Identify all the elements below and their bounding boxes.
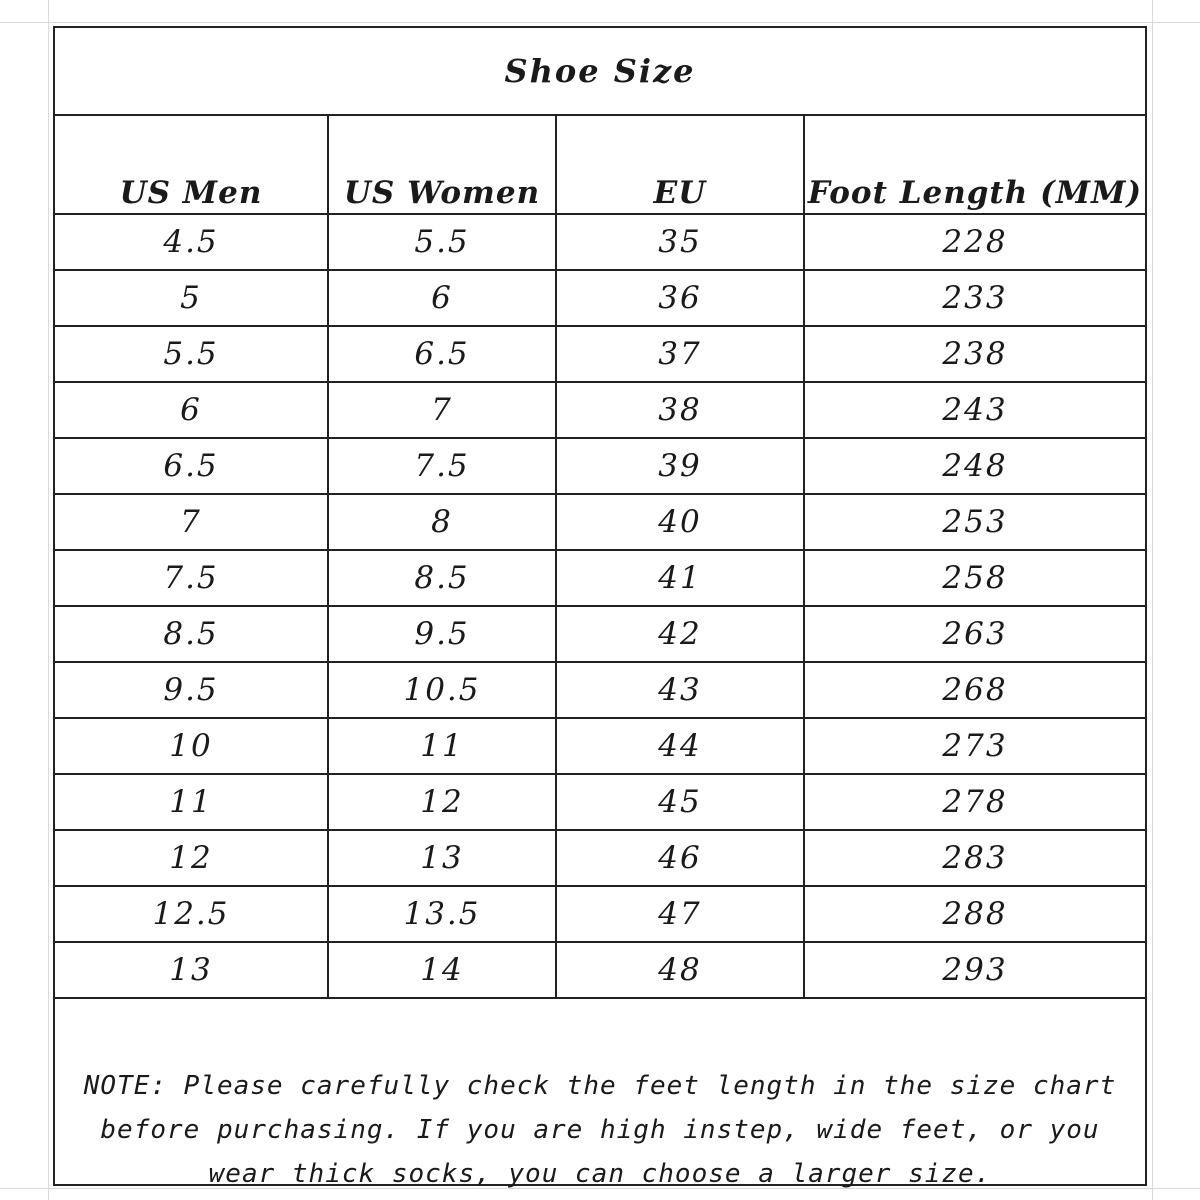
table-row	[55, 718, 1145, 774]
cell-us-women: 14	[328, 942, 556, 998]
gridline	[1152, 0, 1153, 1200]
size-rows	[55, 214, 1145, 998]
table-row	[55, 326, 1145, 382]
header-foot-length: Foot Length (MM)	[804, 116, 1145, 214]
table-row	[55, 214, 1145, 270]
cell-us-women: 12	[328, 774, 556, 830]
cell-us-women: 13	[328, 830, 556, 886]
table-row	[55, 382, 1145, 438]
table-row	[55, 774, 1145, 830]
cell-us-women: 8.5	[328, 550, 556, 606]
cell-us-women: 6	[328, 270, 556, 326]
header-row	[55, 116, 1145, 214]
cell-eu: 40	[556, 494, 804, 550]
cell-eu: 37	[556, 326, 804, 382]
cell-foot-length: 263	[804, 606, 1145, 662]
cell-foot-length: 243	[804, 382, 1145, 438]
cell-us-women: 11	[328, 718, 556, 774]
table-row	[55, 438, 1145, 494]
cell-eu: 46	[556, 830, 804, 886]
cell-foot-length: 268	[804, 662, 1145, 718]
cell-us-men: 12	[55, 830, 328, 886]
cell-us-men: 6	[55, 382, 328, 438]
cell-us-men: 7	[55, 494, 328, 550]
cell-foot-length: 273	[804, 718, 1145, 774]
cell-us-men: 5.5	[55, 326, 328, 382]
note	[55, 1064, 1145, 1196]
cell-foot-length: 253	[804, 494, 1145, 550]
size-table	[55, 116, 1145, 999]
cell-eu: 47	[556, 886, 804, 942]
note-line: before purchasing. If you are high instep, wide feet, or you	[100, 1115, 1100, 1145]
cell-foot-length: 228	[804, 214, 1145, 270]
cell-us-women: 10.5	[328, 662, 556, 718]
cell-us-women: 7	[328, 382, 556, 438]
cell-eu: 41	[556, 550, 804, 606]
cell-eu: 35	[556, 214, 804, 270]
chart-title: Shoe Size	[504, 52, 696, 90]
cell-us-women: 6.5	[328, 326, 556, 382]
cell-us-men: 10	[55, 718, 328, 774]
cell-us-men: 4.5	[55, 214, 328, 270]
gridline	[48, 0, 49, 1200]
table-row	[55, 606, 1145, 662]
table-row	[55, 270, 1145, 326]
table-row	[55, 550, 1145, 606]
title-row	[55, 28, 1145, 116]
cell-eu: 39	[556, 438, 804, 494]
table-row	[55, 662, 1145, 718]
header-us-women: US Women	[328, 116, 556, 214]
gridline	[0, 22, 1200, 23]
size-chart-sheet	[53, 26, 1147, 1189]
cell-foot-length: 283	[804, 830, 1145, 886]
cell-us-women: 5.5	[328, 214, 556, 270]
cell-us-women: 9.5	[328, 606, 556, 662]
cell-foot-length: 238	[804, 326, 1145, 382]
note-line: NOTE: Please carefully check the feet length in the size chart	[83, 1071, 1117, 1101]
cell-us-men: 5	[55, 270, 328, 326]
table-row	[55, 942, 1145, 998]
table-row	[55, 830, 1145, 886]
cell-us-men: 8.5	[55, 606, 328, 662]
cell-eu: 48	[556, 942, 804, 998]
cell-eu: 43	[556, 662, 804, 718]
cell-eu: 38	[556, 382, 804, 438]
table-row	[55, 494, 1145, 550]
header-eu: EU	[556, 116, 804, 214]
cell-us-men: 6.5	[55, 438, 328, 494]
cell-us-women: 13.5	[328, 886, 556, 942]
cell-us-men: 9.5	[55, 662, 328, 718]
cell-foot-length: 288	[804, 886, 1145, 942]
cell-us-men: 7.5	[55, 550, 328, 606]
cell-us-women: 8	[328, 494, 556, 550]
table-row	[55, 886, 1145, 942]
cell-eu: 42	[556, 606, 804, 662]
cell-eu: 45	[556, 774, 804, 830]
cell-foot-length: 278	[804, 774, 1145, 830]
cell-us-men: 12.5	[55, 886, 328, 942]
cell-foot-length: 233	[804, 270, 1145, 326]
note-line: wear thick socks, you can choose a larger size.	[208, 1159, 992, 1189]
cell-foot-length: 248	[804, 438, 1145, 494]
cell-foot-length: 258	[804, 550, 1145, 606]
cell-us-men: 13	[55, 942, 328, 998]
cell-eu: 36	[556, 270, 804, 326]
cell-foot-length: 293	[804, 942, 1145, 998]
cell-us-men: 11	[55, 774, 328, 830]
cell-eu: 44	[556, 718, 804, 774]
cell-us-women: 7.5	[328, 438, 556, 494]
header-us-men: US Men	[55, 116, 328, 214]
